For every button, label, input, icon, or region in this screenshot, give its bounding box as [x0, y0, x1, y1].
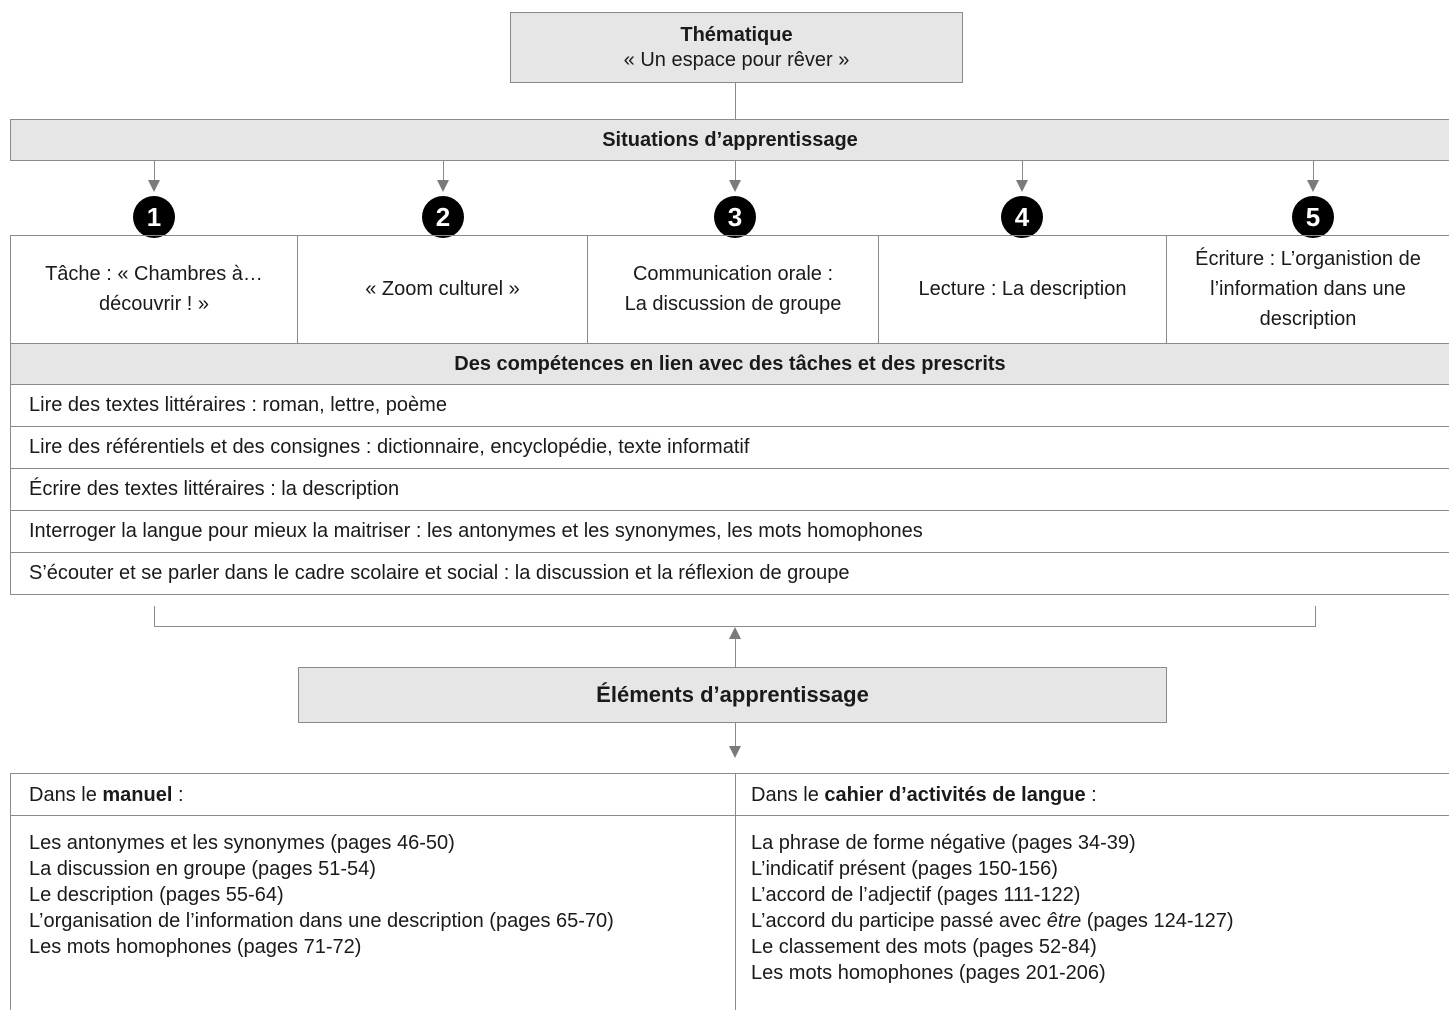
competences-header-label: Des compétences en lien avec des tâches et des prescrits	[454, 352, 1006, 375]
list-item: Les antonymes et les synonymes (pages 46-50)	[29, 832, 455, 854]
list-item: L’organisation de l’information dans une description (pages 65-70)	[29, 910, 614, 932]
arrow-down-icon	[729, 180, 741, 192]
bracket-right	[1315, 606, 1316, 626]
competence-row-3: Écrire des textes littéraires : la description	[10, 469, 1449, 511]
list-item-participe-suffix: (pages 124-127)	[1081, 910, 1234, 932]
cahier-list	[751, 830, 1441, 986]
cahier-label-suffix: :	[1085, 784, 1097, 806]
competence-row-4: Interroger la langue pour mieux la maitriser : les antonymes et les synonymes, les mots homophones	[10, 511, 1449, 553]
arrow-line-3	[735, 161, 736, 181]
list-item: Le classement des mots (pages 52-84)	[751, 936, 1097, 958]
list-item: Les mots homophones (pages 71-72)	[29, 936, 362, 958]
step-number-4: 4	[1001, 196, 1043, 238]
situation-4-line-1: Lecture : La description	[918, 278, 1127, 300]
situations-header-label: Situations d’apprentissage	[602, 128, 858, 151]
cahier-label-bold: cahier d’activités de langue	[824, 784, 1086, 806]
situation-5-line-3: description	[1259, 308, 1357, 330]
situation-cell-3	[588, 235, 879, 343]
situation-cell-1	[11, 235, 298, 343]
arrow-down-icon	[1307, 180, 1319, 192]
list-item-participe-italic: être	[1046, 910, 1082, 932]
arrow-line-1	[154, 161, 155, 181]
thematique-subtitle: « Un espace pour rêver »	[623, 48, 850, 71]
connector-elements-down	[735, 723, 736, 747]
situation-3-line-2: La discussion de groupe	[624, 293, 842, 315]
list-item: L’accord de l’adjectif (pages 111-122)	[751, 884, 1081, 906]
elements-title: Éléments d’apprentissage	[596, 682, 869, 707]
step-number-1: 1	[133, 196, 175, 238]
manuel-label-suffix: :	[172, 784, 184, 806]
manuel-label-bold: manuel	[102, 784, 173, 806]
resources-header-line	[10, 815, 1449, 816]
arrow-down-icon	[148, 180, 160, 192]
situation-3-line-1: Communication orale :	[632, 263, 834, 285]
manuel-header	[29, 783, 184, 807]
list-item: La discussion en groupe (pages 51-54)	[29, 858, 376, 880]
situation-1-line-1: Tâche : « Chambres à…	[45, 263, 263, 285]
situation-5-line-1: Écriture : L’organistion de	[1195, 248, 1421, 270]
resources-divider	[735, 773, 736, 1010]
list-item-participe	[751, 908, 1441, 934]
step-number-2: 2	[422, 196, 464, 238]
situation-5-line-2: l’information dans une	[1210, 278, 1406, 300]
step-number-3: 3	[714, 196, 756, 238]
cahier-header	[751, 783, 1097, 807]
arrow-down-icon	[729, 746, 741, 758]
manuel-label-prefix: Dans le	[29, 784, 103, 806]
arrow-line-4	[1022, 161, 1023, 181]
list-item-participe-text: L’accord du participe passé avec	[751, 910, 1047, 932]
arrow-line-5	[1313, 161, 1314, 181]
situation-cell-5	[1167, 235, 1449, 343]
manuel-list	[29, 830, 729, 960]
competence-row-5: S’écouter et se parler dans le cadre scolaire et social : la discussion et la réflexion de groupe	[10, 553, 1449, 595]
list-item: La phrase de forme négative (pages 34-39)	[751, 832, 1136, 854]
elements-box	[298, 667, 1167, 723]
situation-cell-4	[879, 235, 1167, 343]
step-number-5: 5	[1292, 196, 1334, 238]
arrow-down-icon	[437, 180, 449, 192]
cahier-label-prefix: Dans le	[751, 784, 825, 806]
situation-2-line-1: « Zoom culturel »	[365, 278, 520, 300]
list-item: Le description (pages 55-64)	[29, 884, 284, 906]
thematique-title: Thématique	[680, 23, 793, 46]
situation-1-line-2: découvrir ! »	[98, 293, 210, 315]
thematique-box	[510, 12, 963, 83]
bracket-left	[154, 606, 155, 626]
list-item: Les mots homophones (pages 201-206)	[751, 962, 1106, 984]
arrow-down-icon	[1016, 180, 1028, 192]
competence-row-2: Lire des référentiels et des consignes : dictionnaire, encyclopédie, texte informatif	[10, 427, 1449, 469]
arrow-line-2	[443, 161, 444, 181]
connector-thematique	[735, 83, 736, 119]
competence-row-1: Lire des textes littéraires : roman, lettre, poème	[10, 385, 1449, 427]
connector-elements-up	[735, 638, 736, 667]
situations-header	[10, 119, 1449, 161]
competences-header	[10, 343, 1449, 385]
situation-cell-2	[298, 235, 588, 343]
list-item: L’indicatif présent (pages 150-156)	[751, 858, 1058, 880]
